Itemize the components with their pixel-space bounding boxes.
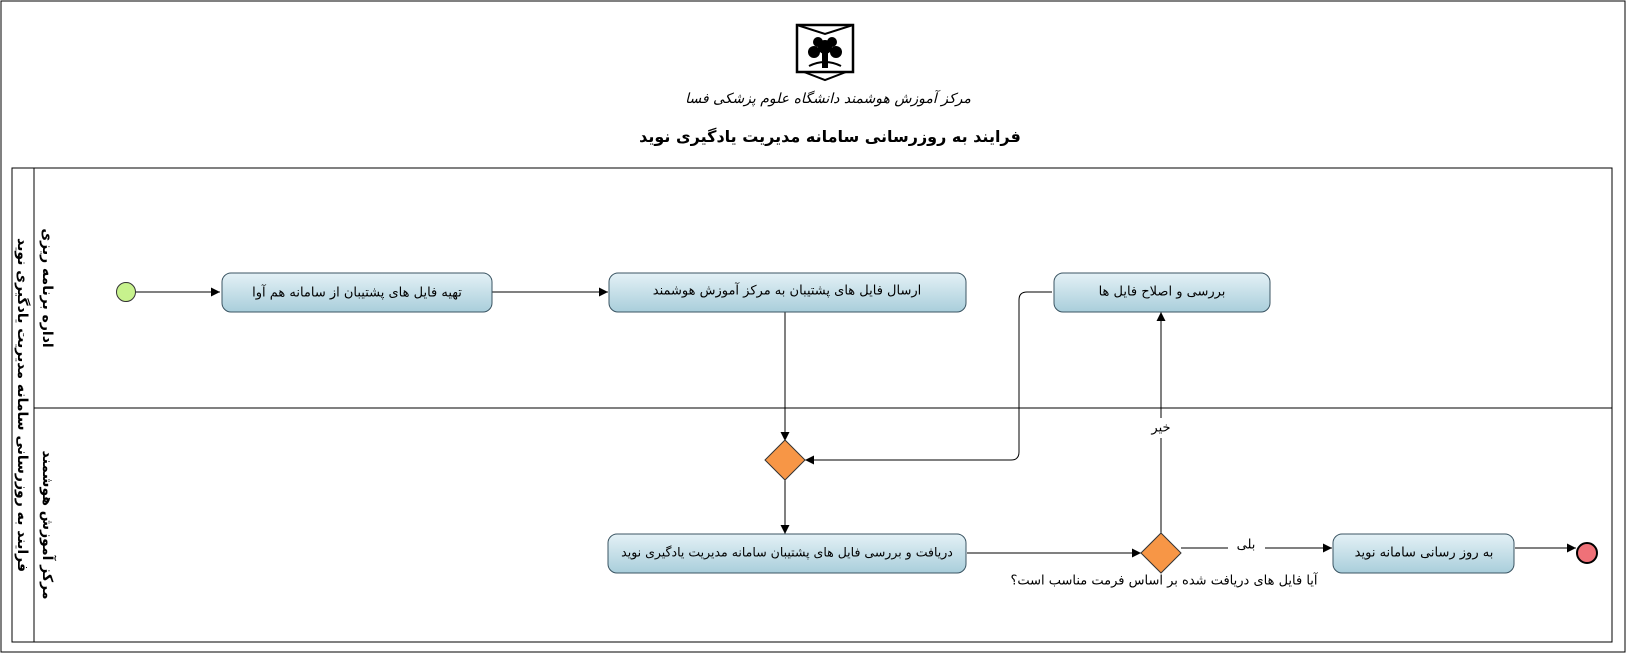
task-update-navid-label: به روز رسانی سامانه نوید	[1354, 545, 1494, 561]
merge-gateway[interactable]	[765, 440, 805, 480]
gateway-question: آیا فایل های دریافت شده بر اساس فرمت مناسب است؟	[1010, 573, 1318, 589]
pool-label: فرایند به روزرسانی سامانه مدیریت یادگیری نوید	[14, 237, 30, 573]
gateway-no-label: خیر	[1151, 420, 1171, 436]
task-update-navid[interactable]	[1333, 534, 1514, 573]
task-send-backup[interactable]	[609, 273, 966, 312]
start-event[interactable]	[117, 283, 136, 302]
gateway-yes-label: بلی	[1236, 537, 1256, 553]
task-review-fix[interactable]	[1054, 273, 1270, 312]
format-check-gateway[interactable]	[1141, 533, 1181, 573]
flow-review-to-merge	[805, 292, 1052, 460]
task-prepare-backup-label: تهیه فایل های پشتیبان از سامانه هم آوا	[252, 285, 462, 301]
logo-text: مرکز آموزش هوشمند دانشگاه علوم پزشکی فسا	[685, 91, 971, 107]
sequence-flows	[135, 292, 1576, 553]
university-logo	[797, 25, 853, 80]
lane-label-planning: اداره برنامه ریزی	[39, 228, 55, 348]
end-event[interactable]	[1577, 543, 1597, 563]
task-review-fix-label: بررسی و اصلاح فایل ها	[1098, 284, 1226, 300]
task-prepare-backup[interactable]	[222, 273, 492, 312]
task-receive-review-label: دریافت و بررسی فایل های پشتیبان سامانه مدیریت یادگیری نوید	[621, 544, 953, 560]
lane-label-smart-learning-center: مرکز آموزش هوشمند	[39, 450, 55, 600]
task-send-backup-label: ارسال فایل های پشتیبان به مرکز آموزش هوشمند	[652, 283, 922, 299]
page-title: فرایند به روزرسانی سامانه مدیریت یادگیری نوید	[639, 127, 1021, 146]
task-receive-review[interactable]	[608, 534, 966, 573]
